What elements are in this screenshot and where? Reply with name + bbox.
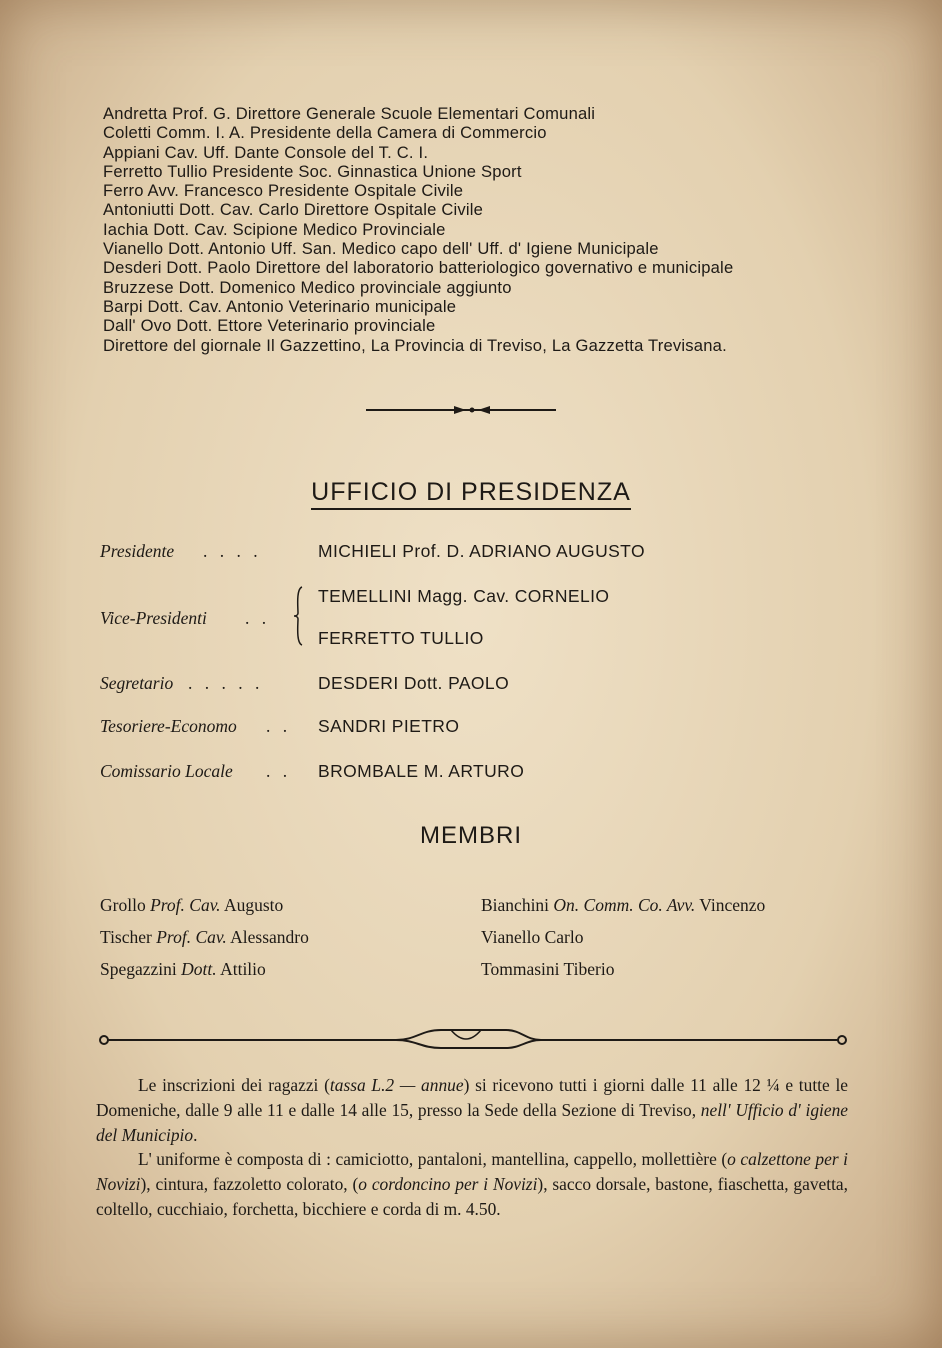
member-entry: Bianchini On. Comm. Co. Avv. Vincenzo (481, 895, 766, 915)
committee-line: Andretta Prof. G. Direttore Generale Scuole Elementari Comunali (103, 104, 596, 123)
role-name-tesoriere: SANDRI PIETRO (318, 716, 460, 736)
role-name-segretario: DESDERI Dott. PAOLO (318, 673, 510, 693)
role-label-vice-presidenti: Vice-Presidenti (100, 608, 207, 628)
role-name-presidente: MICHIELI Prof. D. ADRIANO AUGUSTO (318, 541, 645, 561)
role-dots: . . . . . (188, 673, 264, 693)
committee-line: Ferretto Tullio Presidente Soc. Ginnastica Unione Sport (103, 161, 522, 181)
role-label-comissario: Comissario Locale (100, 761, 233, 781)
arrow-divider-icon (366, 404, 556, 416)
role-dots: . . (266, 716, 292, 736)
registration-paragraph: Le inscrizioni dei ragazzi (tassa L.2 — annue) si ricevono tutti i giorni dalle 11 alle 12 ¼ e tutte le Domeniche, dalle 9 alle 11 e dalle 14 alle 15, presso la Sede della Sezione di Treviso, nell' Ufficio d' igiene del Municipio. (96, 1075, 849, 1145)
role-label-segretario: Segretario (100, 673, 174, 693)
ornamental-rule-icon (96, 1022, 850, 1050)
notice-text (96, 1073, 848, 1222)
members-left-column (100, 889, 309, 985)
role-dots: . . (266, 761, 292, 781)
role-name-vice-presidente-1: TEMELLINI Magg. Cav. CORNELIO (318, 586, 610, 606)
member-entry: Spegazzini Dott. Attilio (100, 959, 266, 979)
committee-line: Antoniutti Dott. Cav. Carlo Direttore Ospitale Civile (103, 200, 484, 220)
role-dots: . . (245, 608, 271, 628)
committee-line: Desderi Dott. Paolo Direttore del laboratorio batteriologico governativo e municipale (103, 258, 734, 278)
role-label-tesoriere: Tesoriere-Economo (100, 716, 237, 736)
committee-line: Vianello Dott. Antonio Uff. San. Medico capo dell' Uff. d' Igiene Municipale (103, 239, 659, 259)
honorary-committee-list (103, 104, 883, 355)
committee-line: Appiani Cav. Uff. Dante Console del T. C. I. (103, 142, 429, 162)
member-entry: Tommasini Tiberio (481, 959, 615, 979)
member-entry: Grollo Prof. Cav. Augusto (100, 895, 284, 915)
committee-line: Dall' Ovo Dott. Ettore Veterinario provinciale (103, 316, 436, 336)
role-label-presidente: Presidente (100, 541, 175, 561)
member-entry: Vianello Carlo (481, 927, 584, 947)
committee-line: Coletti Comm. I. A. Presidente della Camera di Commercio (103, 123, 547, 143)
members-right-column (481, 889, 765, 985)
office-title: UFFICIO DI PRESIDENZA (0, 478, 942, 507)
role-dots: . . . . (203, 541, 262, 561)
role-name-comissario: BROMBALE M. ARTURO (318, 761, 525, 781)
committee-line: Iachia Dott. Cav. Scipione Medico Provinciale (103, 219, 446, 239)
brace-icon (293, 586, 303, 646)
role-name-vice-presidente-2: FERRETTO TULLIO (318, 628, 484, 648)
committee-line: Barpi Dott. Cav. Antonio Veterinario municipale (103, 296, 457, 316)
committee-line: Ferro Avv. Francesco Presidente Ospitale Civile (103, 181, 464, 201)
committee-line: Direttore del giornale Il Gazzettino, La Provincia di Treviso, La Gazzetta Trevisana. (103, 335, 727, 355)
committee-line: Bruzzese Dott. Domenico Medico provinciale aggiunto (103, 277, 512, 297)
members-title: MEMBRI (420, 822, 522, 849)
member-entry: Tischer Prof. Cav. Alessandro (100, 927, 309, 947)
uniform-paragraph: L' uniforme è composta di : camiciotto, pantaloni, mantellina, cappello, mollettière (o calzettone per i Novizi), cintura, fazzoletto colorato, (o cordoncino per i Novizi), sacco dorsale, bastone, fiaschetta, gavetta, coltello, cucchiaio, forchetta, bicchiere e corda di m. 4.50. (96, 1149, 848, 1219)
